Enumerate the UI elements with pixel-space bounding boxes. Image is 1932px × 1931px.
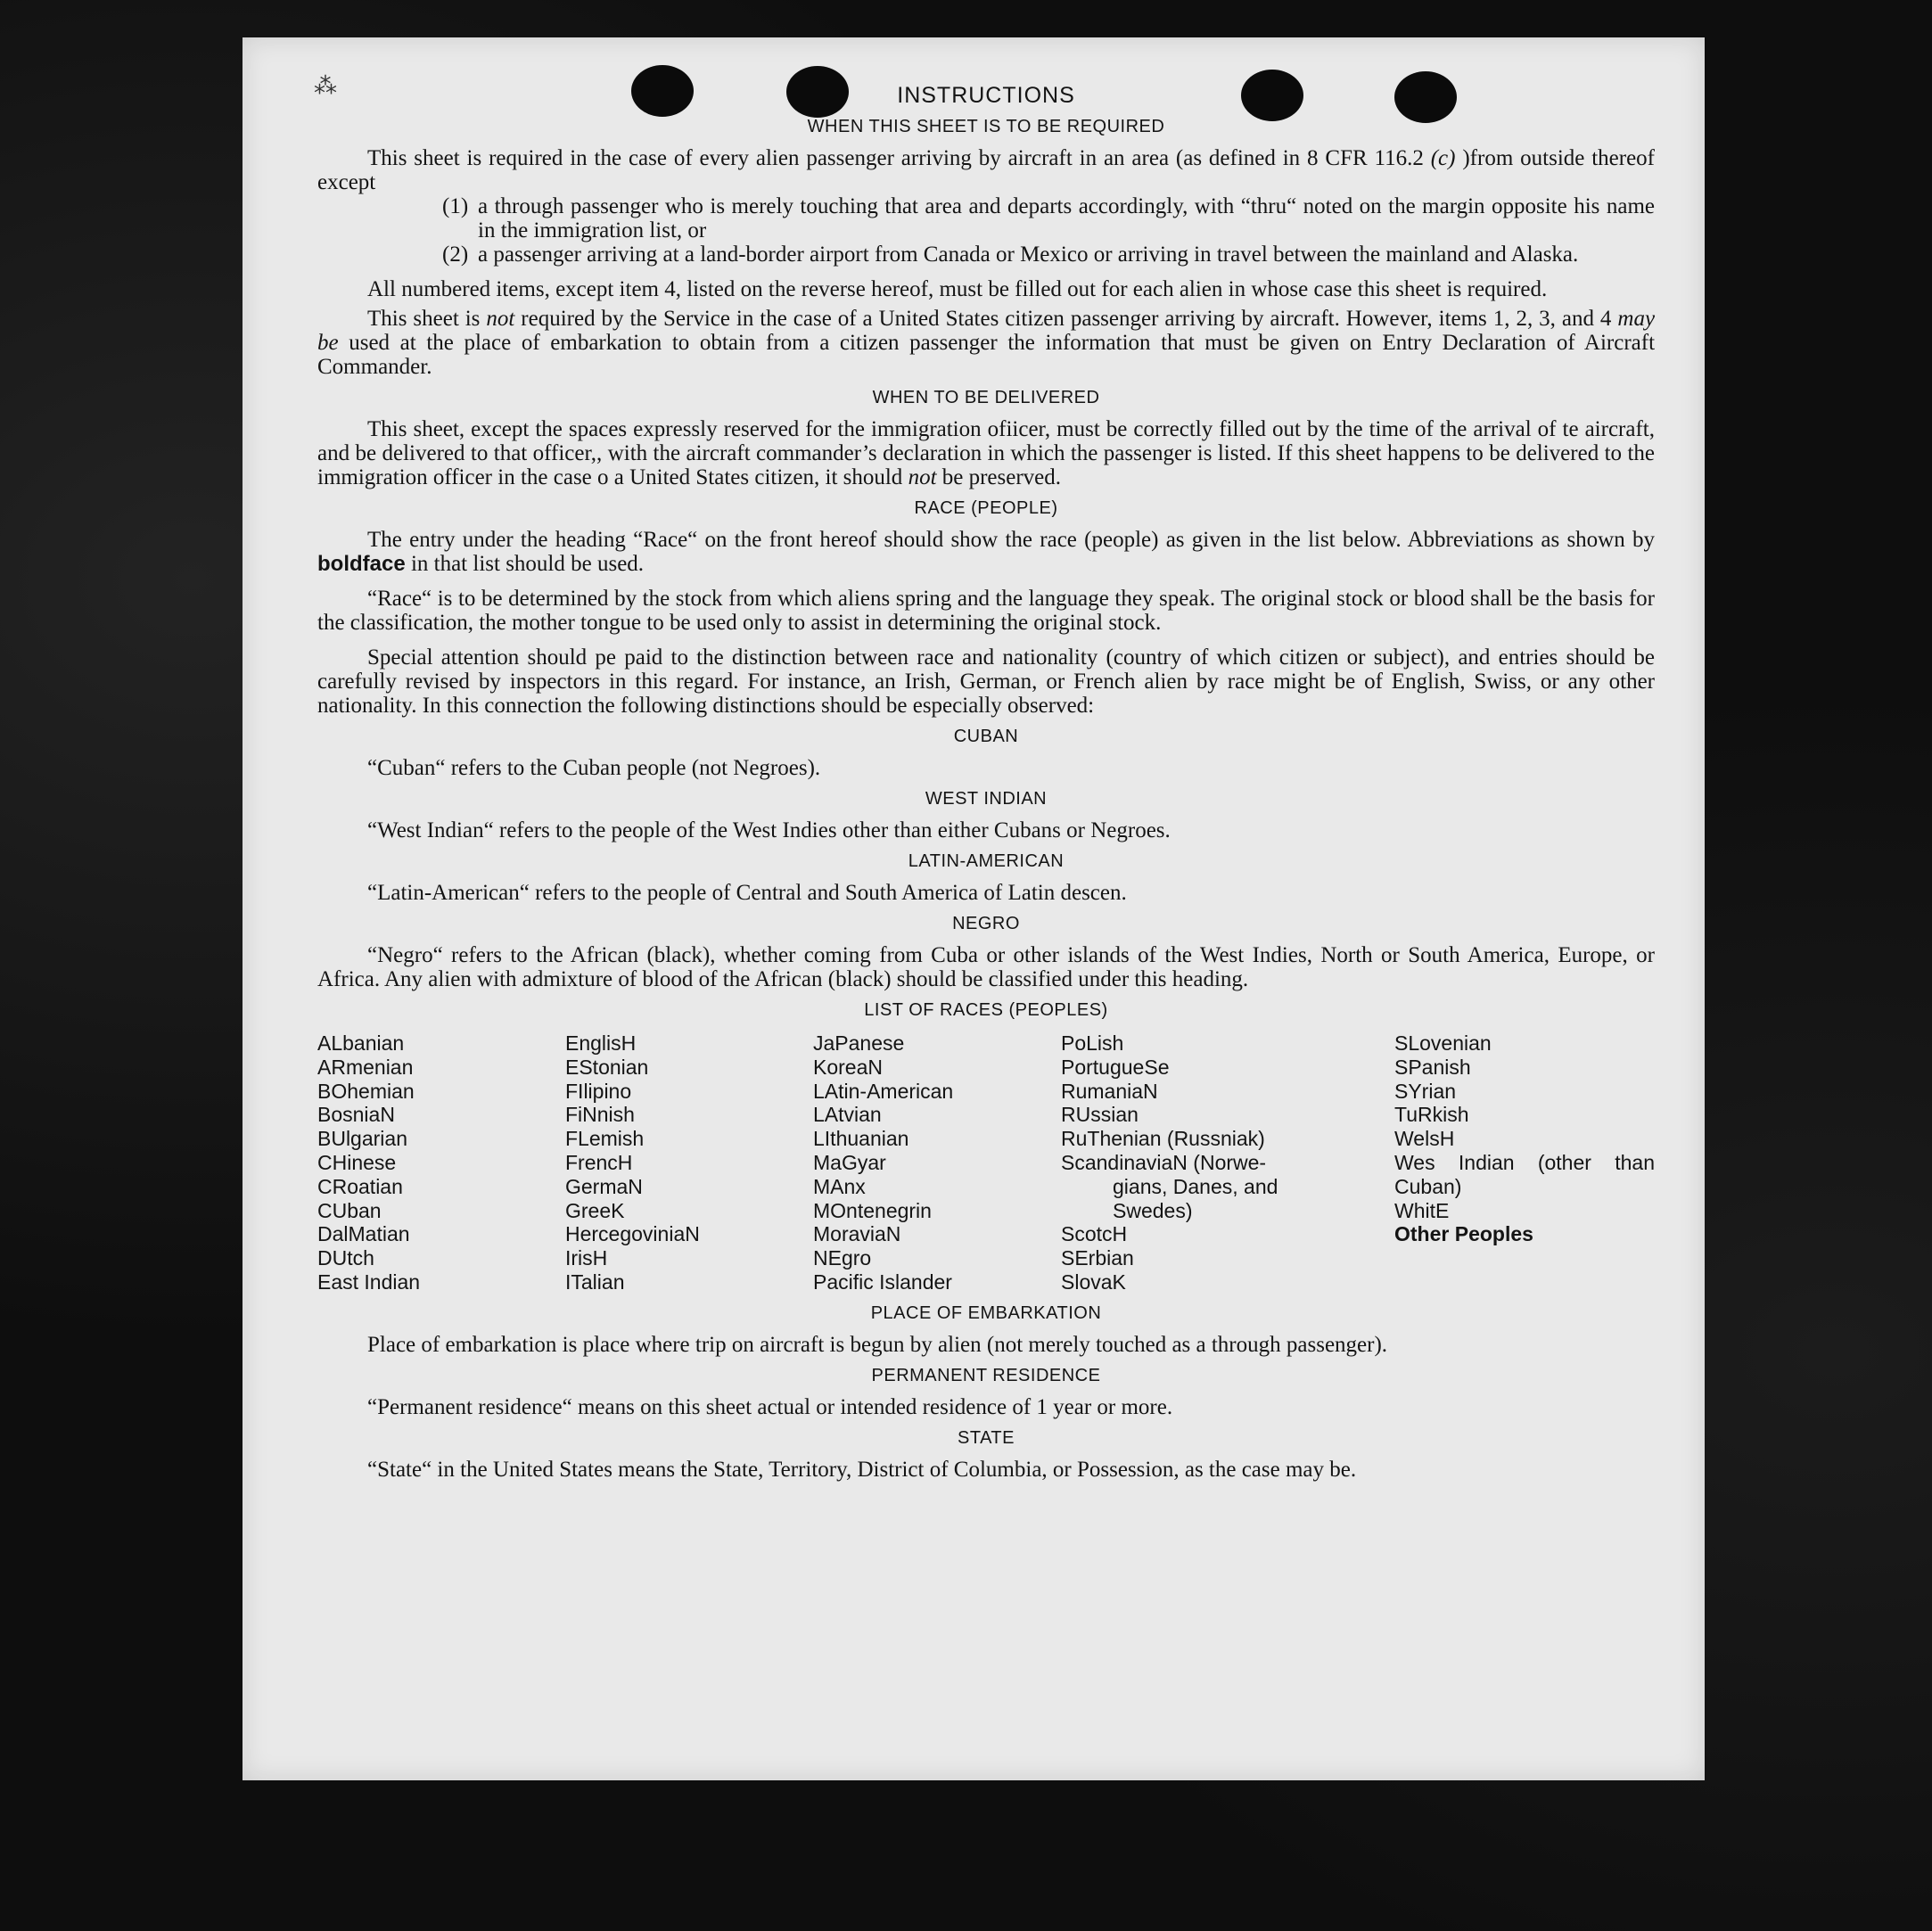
race-entry: ScandinaviaN (Norwe- [1061,1150,1267,1174]
section-heading-state: STATE [958,1427,1015,1448]
section-heading-west-indian: WEST INDIAN [925,789,1048,809]
section-heading-race: RACE (PEOPLE) [914,498,1058,518]
cuban-text: “Cuban“ refers to the Cuban people (not Negroes). [367,756,821,780]
race-entry: ALbanian [317,1031,405,1055]
section-heading-residence: PERMANENT RESIDENCE [871,1365,1101,1385]
race-entry: ITalian [565,1270,625,1294]
race-entry: FrencH [565,1150,633,1174]
race-entry: ScotcH [1061,1222,1128,1246]
races-list [317,1031,1655,1294]
race-entry: Pacific Islander [813,1270,952,1294]
race-entry: BOhemian [317,1079,415,1103]
race-entry: DUtch [317,1246,374,1270]
race-entry: HercegoviniaN [565,1222,700,1246]
race-entry: PoLish [1061,1031,1124,1055]
race-entry: FIlipino [565,1079,632,1103]
race-entry: BUlgarian [317,1127,407,1151]
race-entry: Wes Indian (other than Cuban) [1394,1150,1655,1198]
required-paragraph-1: This sheet is required in the case of every alien passenger arriving by aircraft in an area (as defined in 8 CFR 116.2 (c) )from outside thereof except [317,146,1656,194]
race-entry: ARmenian [317,1055,414,1079]
section-heading-delivered: WHEN TO BE DELIVERED [872,388,1100,407]
race-entry: LIthuanian [813,1127,909,1151]
west-indian-text: “West Indian“ refers to the people of the West Indies other than either Cubans or Negroes. [367,818,1171,842]
races-column-3 [813,1031,1061,1294]
race-entry: MoraviaN [813,1222,901,1246]
race-entry: WelsH [1394,1127,1455,1151]
race-entry: TuRkish [1394,1103,1469,1127]
instructions-body [317,84,1655,1482]
races-column-4 [1061,1031,1394,1294]
race-entry: SErbian [1061,1246,1134,1270]
race-entry: NEgro [813,1246,872,1270]
race-entry: RUssian [1061,1103,1139,1127]
page-title: INSTRUCTIONS [897,83,1075,108]
race-entry: GermaN [565,1174,643,1198]
race-entry-continuation: gians, Danes, and [1113,1174,1278,1198]
race-entry: RuThenian (Russniak) [1061,1127,1265,1151]
residence-text: “Permanent residence“ means on this sheet actual or intended residence of 1 year or more. [367,1394,1173,1419]
race-entry: MOntenegrin [813,1198,932,1222]
race-entry: GreeK [565,1198,625,1222]
races-column-1 [317,1031,565,1294]
section-heading-list-of-races: LIST OF RACES (PEOPLES) [864,1000,1108,1020]
race-entry: BosniaN [317,1103,395,1127]
race-paragraph-2: “Race“ is to be determined by the stock from which aliens spring and the language they speak. The original stock or blood shall be the basis for the classification, the mother tongue to be used only to assist in determining the original stock. [317,587,1655,635]
negro-text: “Negro“ refers to the African (black), whether coming from Cuba or other islands of the West Indies, North or South America, Europe, or Africa. Any alien with admixture of blood of the African (black) should be classified under this heading. [317,943,1655,991]
race-entry: LAtin-American [813,1079,954,1103]
ink-mark: ⁂ [314,73,337,100]
latin-american-text: “Latin-American“ refers to the people of Central and South America of Latin descen. [367,881,1127,905]
race-entry: IrisH [565,1246,608,1270]
race-entry: EStonian [565,1055,649,1079]
race-paragraph-1: The entry under the heading “Race“ on the front hereof should show the race (people) as given in the list below. Abbreviations as shown by boldface in that list should be used. [317,528,1655,576]
section-heading-latin-american: LATIN-AMERICAN [908,851,1065,871]
race-entry: CUban [317,1198,382,1222]
section-heading-required: WHEN THIS SHEET IS TO BE REQUIRED [807,117,1165,136]
delivered-paragraph: This sheet, except the spaces expressly reserved for the immigration ofiicer, must be correctly filled out by the time of the arrival of te aircraft, and be delivered to that officer,, with the aircraft commander’s declaration in which the passenger is listed. If this sheet happens to be delivered to the immigration officer in the case o a United States citizen, it should not be preserved. [317,417,1655,489]
race-entry: East Indian [317,1270,421,1294]
exception-item-1: (1) a through passenger who is merely touching that area and departs accordingly, with “thru“ noted on the margin opposite his name in the immigration list, or [442,194,1655,242]
race-entry: LAtvian [813,1103,882,1127]
race-paragraph-3: Special attention should pe paid to the distinction between race and nationality (country of which citizen or subject), and entries should be carefully revised by inspectors in this regard. For instance, an Irish, German, or French alien by race might be of English, Swiss, or any other nationality. In this connection the following distinctions should be especially observed: [317,645,1655,718]
race-entry: EnglisH [565,1031,637,1055]
exception-item-2: (2) a passenger arriving at a land-border airport from Canada or Mexico or arriving in travel between the mainland and Alaska. [442,242,1579,267]
race-entry: SPanish [1394,1055,1471,1079]
race-entry: SYrian [1394,1079,1457,1103]
race-entry: MaGyar [813,1150,886,1174]
race-entry: PortugueSe [1061,1055,1170,1079]
section-heading-cuban: CUBAN [953,727,1019,746]
races-column-5 [1394,1031,1655,1294]
embarkation-text: Place of embarkation is place where trip on aircraft is begun by alien (not merely touched as a through passenger). [367,1332,1388,1357]
race-entry: WhitE [1394,1198,1450,1222]
race-entry: JaPanese [813,1031,905,1055]
race-entry: CRoatian [317,1174,403,1198]
race-entry: FLemish [565,1127,645,1151]
race-entry: RumaniaN [1061,1079,1158,1103]
race-entry: SLovenian [1394,1031,1492,1055]
race-entry: MAnx [813,1174,866,1198]
race-entry: CHinese [317,1150,397,1174]
race-entry: SlovaK [1061,1270,1126,1294]
races-column-2 [565,1031,813,1294]
section-heading-negro: NEGRO [952,914,1020,933]
state-text: “State“ in the United States means the State, Territory, District of Columbia, or Possession, as the case may be. [367,1457,1357,1482]
document-sheet [243,37,1705,1780]
race-entry-other-peoples: Other Peoples [1394,1222,1533,1246]
required-paragraph-3: This sheet is not required by the Service in the case of a United States citizen passenger arriving by aircraft. However, items 1, 2, 3, and 4 may be used at the place of embarkation to obtain from a citizen passenger the information that must be given on Entry Declaration of Aircraft Commander. [317,307,1656,379]
required-paragraph-2: All numbered items, except item 4, listed on the reverse hereof, must be filled out for each alien in whose case this sheet is required. [367,277,1548,301]
race-entry-continuation: Swedes) [1113,1198,1193,1222]
race-entry: FiNnish [565,1103,635,1127]
race-entry: DalMatian [317,1222,410,1246]
section-heading-embarkation: PLACE OF EMBARKATION [870,1302,1102,1323]
race-entry: KoreaN [813,1055,883,1079]
